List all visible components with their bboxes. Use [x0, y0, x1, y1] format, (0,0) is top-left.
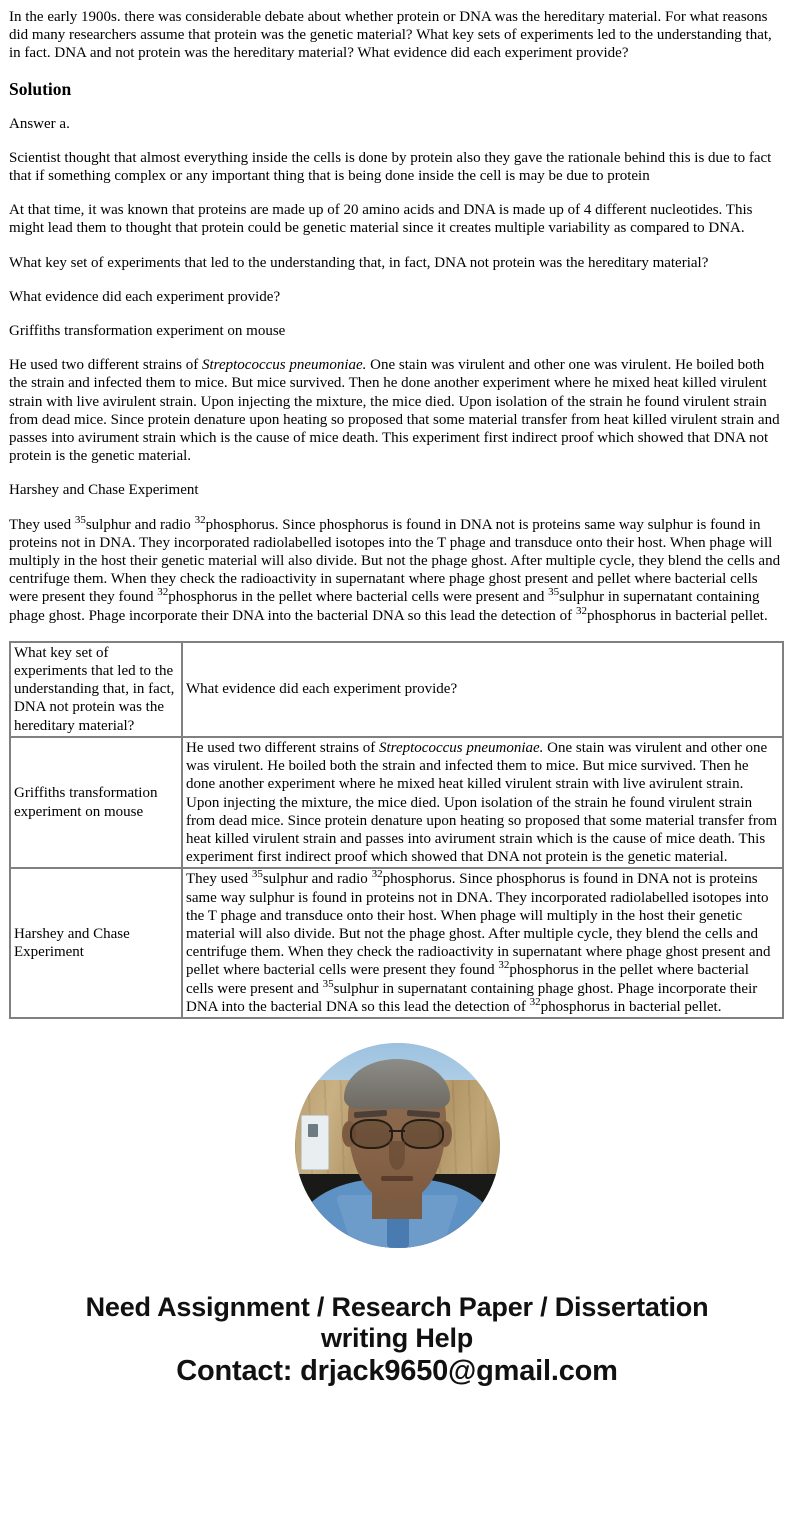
solution-heading: Solution — [9, 78, 72, 99]
harshey-heading: Harshey and Chase Experiment — [9, 482, 199, 499]
isotope-superscript-35a: 35 — [74, 513, 86, 526]
photo-lens-right — [401, 1119, 445, 1150]
isotope-superscript-32c: 32 — [529, 995, 541, 1008]
footer-line-1: Need Assignment / Research Paper / Dissertation — [85, 1291, 709, 1322]
avatar — [295, 1043, 500, 1248]
table-cell-experiment-harshey: Harshey and Chase Experiment — [10, 868, 182, 1018]
table-cell-experiment-griffiths: Griffiths transformation experiment on mouse — [10, 737, 182, 868]
answer-question-1: What key set of experiments that led to the understanding that, in fact, DNA not protein was the hereditary material? — [9, 254, 709, 271]
isotope-superscript-35b: 35 — [548, 586, 560, 599]
footer-contact: Contact: drjack9650@gmail.com — [176, 1354, 618, 1387]
species-name: Streptococcus pneumoniae. — [379, 739, 544, 756]
photo-lens-left — [350, 1119, 394, 1150]
harshey-seg-5: sulphur in supernatant containing phage ghost. Phage incorporate their DNA into the bacterial DNA so this lead the detection of — [9, 589, 760, 624]
cell-seg-4: phosphorus in the pellet where bacterial cells were present and — [186, 962, 749, 997]
table-header-cell-right: What evidence did each experiment provide? — [182, 642, 783, 737]
table-header-cell-left: What key set of experiments that led to the understanding that, in fact, DNA not protein was the hereditary material? — [10, 642, 182, 737]
isotope-superscript-32b: 32 — [157, 586, 169, 599]
answer-paragraph-2: At that time, it was known that proteins are made up of 20 amino acids and DNA is made up of 4 different nucleotides. This might lead them to thought that protein could be genetic material since it creates multiple variability as compared to DNA. — [9, 202, 753, 237]
table-row — [10, 737, 783, 868]
avatar-section — [0, 1043, 794, 1248]
cell-seg-6: phosphorus in bacterial pellet. — [540, 998, 722, 1015]
griffiths-paragraph — [9, 356, 785, 465]
photo-mouth — [381, 1176, 414, 1181]
footer — [0, 1292, 794, 1402]
photo-wall-switch — [301, 1115, 330, 1170]
footer-line-2: writing Help — [320, 1322, 474, 1353]
griffiths-text-after: One stain was virulent and other one was virulent. He boiled both the strain and infected them to mice. But mice survived. Then he done another experiment where he mixed heat killed virulent strain with live avirulent strain. Upon injecting the mixture, the mice died. Upon isolation of the strain he found virulent strain from dead mice. Since protein denature upon heating so proposed that some material transfer from heat killed virulent strain and passes into avirument strain which is the cause of mice death. This experiment first indirect proof which showed that DNA not protein is the genetic material. — [9, 357, 780, 465]
isotope-superscript-35b: 35 — [322, 977, 334, 990]
table-header-row — [10, 642, 783, 737]
photo-glasses-bridge — [389, 1130, 404, 1132]
answer-paragraph-1: Scientist thought that almost everything inside the cells is done by protein also they gave the rationale behind this is due to fact that if something complex or any important thing that is being done inside the cell is may be due to protein — [9, 149, 772, 185]
cell-text-after: One stain was virulent and other one was virulent. He boiled both the strain and infected them to mice. But mice survived. Then he done another experiment where he mixed heat killed virulent strain with live avirulent strain. Upon injecting the mixture, the mice died. Upon isolation of the strain he found virulent strain from dead mice. Since protein denature upon heating so proposed that some material transfer from heat killed virulent strain and passes into avirument strain which is the cause of mice death. This experiment first indirect proof which showed that DNA not protein is the genetic material. — [186, 739, 778, 866]
cell-seg-1: They used — [186, 871, 252, 888]
griffiths-heading: Griffiths transformation experiment on mouse — [9, 323, 286, 340]
harshey-seg-3: phosphorus. Since phosphorus is found in DNA not is proteins same way sulphur is found in proteins not in DNA. They incorporated radiolabelled isotopes into the T phage and transduce onto their host. When phage will multiply in the host their genetic material will also divide. But not the phage ghost. After multiple cycle, they blend the cells and centrifuge them. When they check the radioactivity in supernatant where phage ghost present and pellet where bacterial cells were present they found — [9, 516, 781, 606]
table-cell-evidence-griffiths — [182, 737, 783, 868]
harshey-seg-4: phosphorus in the pellet where bacterial cells were present and — [168, 589, 549, 606]
species-name: Streptococcus pneumoniae. — [202, 357, 367, 374]
harshey-seg-1: They used — [9, 516, 75, 533]
griffiths-text-before: He used two different strains of — [9, 357, 203, 374]
cell-seg-3: phosphorus. Since phosphorus is found in DNA not is proteins same way sulphur is found in proteins not in DNA. They incorporated radiolabelled isotopes into the T phage and transduce onto their host. When phage will multiply in the host their genetic material will also divide. But not the phage ghost. After multiple cycle, they blend the cells and centrifuge them. When they check the radioactivity in supernatant where phage ghost present and pellet where bacterial cells were present they found — [186, 871, 771, 979]
isotope-superscript-35a: 35 — [251, 868, 263, 881]
harshey-paragraph — [9, 513, 785, 625]
isotope-superscript-32c: 32 — [575, 604, 587, 617]
isotope-superscript-32a: 32 — [371, 868, 383, 881]
table-row — [10, 868, 783, 1018]
isotope-superscript-32b: 32 — [498, 959, 510, 972]
cell-text-before: He used two different strains of — [186, 739, 380, 756]
question-paragraph: In the early 1900s. there was considerable debate about whether protein or DNA was the hereditary material. For what reasons did many researchers assume that protein was the genetic material? What key sets of experiments led to the understanding that, in fact. DNA and not protein was the hereditary material? What evidence did each experiment provide? — [9, 9, 772, 62]
document-body — [0, 8, 794, 625]
photo-nose — [389, 1141, 405, 1170]
harshey-seg-6: phosphorus in bacterial pellet. — [586, 607, 768, 624]
cell-seg-5: sulphur in supernatant containing phage ghost. Phage incorporate their DNA into the bacterial DNA so this lead the detection of — [186, 980, 758, 1015]
harshey-seg-2: sulphur and radio — [85, 516, 195, 533]
evidence-table — [9, 641, 784, 1019]
answer-question-2: What evidence did each experiment provide? — [9, 288, 281, 305]
isotope-superscript-32a: 32 — [194, 513, 206, 526]
answer-label: Answer a. — [9, 115, 70, 132]
evidence-table-wrapper — [0, 641, 794, 1019]
cell-seg-2: sulphur and radio — [262, 871, 372, 888]
table-cell-evidence-harshey — [182, 868, 783, 1018]
